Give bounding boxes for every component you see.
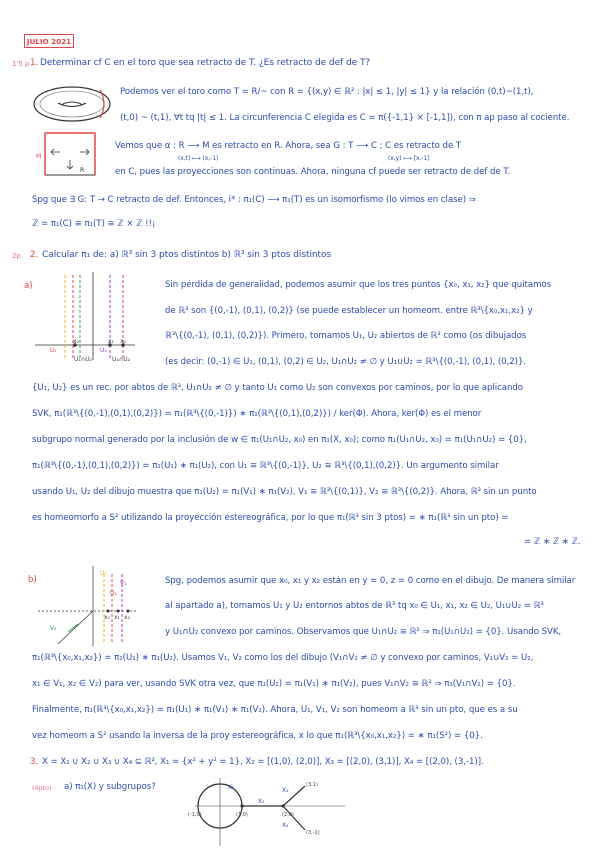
q2a-line-1: Sin pérdida de generalidad, podemos asumir que los tres puntos {x₀, x₁, x₂} que quitamos <box>165 280 552 290</box>
q2a-line-8: π₁(ℝ³\{(0,-1),(0,1),(0,2)}) = π₁(U₁) ∗ π₁(U₂), con U₁ ≅ ℝ³\{(0,-1)}, U₂ ≅ ℝ³\{(0,1),(0,2)}. Un argumento similar <box>32 461 499 471</box>
q2-part-b: b) <box>28 575 37 585</box>
q2b-line-4: π₁(ℝ³\{x₀,x₁,x₂}) = π₁(U₁) ∗ π₁(U₂). Usamos V₁, V₂ como los del dibujo (V₁∩V₂ ≠ ∅ y convexo por caminos, V₁∪V₂ = U₂, <box>32 653 534 663</box>
fig3-x3: X₃ <box>282 787 289 794</box>
fig-a-u1: U₁ <box>50 347 57 354</box>
q1-sub-right: (x,y) ⟼ [x,-1] <box>388 155 430 162</box>
q1-line-4: en C, pues las proyecciones son continuas. Ahora, ninguna cf puede ser retracto de def de T. <box>115 167 511 177</box>
q3-statement: X = X₁ ∪ X₂ ∪ X₃ ∪ X₄ ⊆ ℝ², X₁ = {x² + y² = 1}, X₂ = [(1,0), (2,0)], X₃ = [(2,0), (3,1)], X₄ = [(2,0), (3,-1)]. <box>42 757 484 767</box>
q1-line-1: Podemos ver el toro como T = R/~ con R = {(x,y) ∈ ℝ² : |x| ≤ 1, |y| ≤ 1} y la relación (0,t)~(1,t), <box>120 87 534 97</box>
q2-title: Calcular π₁ de: a) ℝ³ sin 3 ptos distintos b) ℝ³ sin 3 ptos distintos <box>42 250 332 260</box>
label-r: R <box>80 167 85 174</box>
fig3-pt-31: (3,1) <box>306 782 318 788</box>
fig-b-u1: U₁ <box>100 570 107 577</box>
q1-title: Determinar cf C en el toro que sea retracto de T. ¿Es retracto de def de T? <box>40 58 371 68</box>
fig-b-v1: V₁ <box>120 580 127 587</box>
q2a-line-6: SVK, π₁(ℝ³\{(0,-1),(0,1),(0,2)}) = π₁(ℝ³\{(0,-1)}) ∗ π₁(ℝ³\{(0,1),(0,2)}) / ker(Φ). Ahora, ker(Φ) es el menor <box>32 409 482 419</box>
q2a-line-9: usando U₁, U₂ del dibujo muestra que π₁(U₂) = π₁(V₁) ∗ π₁(V₂), V₁ ≅ ℝ³\{(0,1)}, V₂ ≅ ℝ³\{(0,2)}. Ahora, ℝ³ sin un punto <box>32 487 537 497</box>
fig3-x1: X₁ <box>228 784 235 791</box>
q2b-line-7: vez homeom a S² usando la inversa de la proy estereográfica, x lo que π₁(ℝ³\{x₀,x₁,x₂}) = ∗ π₁(S²) = {0}. <box>32 731 483 741</box>
fig3-x4: X₄ <box>282 822 289 829</box>
q2a-line-7: subgrupo normal generado por la inclusión de w ∈ π₁(U₁∩U₂, x₀) en π₁(X, x₀); como π₁(U₁∩U₂, x₀) = π₁(U₁∩U₂) = {0}, <box>32 435 527 445</box>
q2a-line-4: (es decir: (0,-1) ∈ U₁, (0,1), (0,2) ∈ U₂, U₁∩U₂ ≠ ∅ y U₁∪U₂ = ℝ³\{(0,-1), (0,1), (0,2)}. <box>165 357 527 367</box>
label-m: M <box>36 153 42 160</box>
fig-b-v2: V₂ <box>50 625 57 632</box>
q2a-line-3: ℝ³\{(0,-1), (0,1), (0,2)}). Primero, tomamos U₁, U₂ abiertos de ℝ³ como (os dibujados <box>165 331 527 341</box>
q3-sub-points: (4pto) <box>32 784 52 792</box>
fig-b-x2: x₂ <box>124 614 130 621</box>
fig3-pt-neg1: (-1,0) <box>188 812 202 818</box>
fig3-x2: X₂ <box>258 798 265 805</box>
q2b-line-3: y U₁∩U₂ convexo por caminos. Observamos que U₁∩U₂ ≅ ℝ² ⇒ π₁(U₁∩U₂) = {0}. Usando SVK, <box>165 627 562 637</box>
figure-3 <box>195 778 345 848</box>
fig-a-int2: U₁∩U₂ <box>112 356 130 363</box>
q1-number: 1. <box>30 58 39 68</box>
fig-b-u2: U₂ <box>110 590 117 597</box>
fig3-pt-3neg1: (3,-1) <box>306 830 320 836</box>
q2b-line-5: x₁ ∈ V₁, x₂ ∈ V₂) para ver, usando SVK otra vez, que π₁(U₂) = π₁(V₁) ∗ π₁(V₂), pues V₁∩V₂ ≅ ℝ² ⇒ π₁(V₁∩V₂) = {0}. <box>32 679 516 689</box>
q2a-line-11: = ℤ ∗ ℤ ∗ ℤ. <box>524 537 581 547</box>
figure-b <box>38 566 138 651</box>
fig3-pt-1: (1,0) <box>236 812 248 818</box>
square-figure <box>40 130 100 180</box>
date-tag: JULIO 2021 <box>24 34 74 48</box>
fig-a-int1: U₁∩U₂ <box>74 356 92 363</box>
fig-a-x2: x₂ <box>120 338 126 345</box>
q2b-line-6: Finalmente, π₁(ℝ³\{x₀,x₁,x₂}) = π₁(U₁) ∗ π₁(V₁) ∗ π₁(V₂). Ahora, U₁, V₁, V₂ son homeom a ℝ³ sin un pto, que es a su <box>32 705 518 715</box>
q1-sub-left: (x,t) ⟼ (x,-1) <box>178 155 219 162</box>
q1-line-2: (t,0) ~ (t,1), ∀t tq |t| ≤ 1. La circunferencia C elegida es C = π({-1,1} × [-1,1]), con π ap paso al cociente. <box>120 113 570 123</box>
q2b-line-2: al apartado a), tomamos U₁ y U₂ entornos abtos de ℝ³ tq x₀ ∈ U₁, x₁, x₂ ∈ U₂, U₁∪U₂ = ℝ³ <box>165 601 544 611</box>
q1-line-5: Spg que ∃ G: T → C retracto de def. Entonces, i* : π₁(C) ⟶ π₁(T) es un isomorfismo (lo vimos en clase) ⇒ <box>32 195 476 205</box>
q3-sub-title: a) π₁(X) y subgrupos? <box>64 782 156 792</box>
q2b-line-1: Spg, podemos asumir que x₀, x₁ y x₂ están en y = 0, z = 0 como en el dibujo. De manera similar <box>165 576 576 586</box>
torus-figure <box>30 80 120 130</box>
q2a-line-2: de ℝ³ son {(0,-1), (0,1), (0,2)} (se puede establecer un homeom. entre ℝ³\{x₀,x₁,x₂} y <box>165 306 533 316</box>
q2-part-a: a) <box>24 281 33 291</box>
q2a-line-5: {U₁, U₂} es un rec. por abtos de ℝ³, U₁∩U₂ ≠ ∅ y tanto U₁ como U₂ son convexos por caminos, por lo que aplicando <box>32 383 523 393</box>
figure-a <box>35 270 135 370</box>
fig-a-x1: x₁ <box>108 338 114 345</box>
fig-a-x0: x₀ <box>73 338 79 345</box>
q1-points: 1'5 p <box>12 60 30 68</box>
q2-points: 2p <box>12 252 21 260</box>
fig-b-x1: x₁ <box>114 614 120 621</box>
q3-number: 3. <box>30 757 39 767</box>
fig-b-x0: x₀ <box>104 614 110 621</box>
q2-number: 2. <box>30 250 39 260</box>
fig3-pt-2: (2,0) <box>282 812 294 818</box>
fig-a-u2: U₂ <box>100 347 107 354</box>
q2a-line-10: es homeomorfo a S² utilizando la proyección estereográfica, por lo que π₁(ℝ³ sin 3 ptos) = ∗ π₁(ℝ³ sin un pto) = <box>32 513 509 523</box>
q1-line-3: Vemos que α : R ⟶ M es retracto en R. Ahora, sea G : T ⟶ C ; C es retracto de T <box>115 141 462 151</box>
q1-line-6: ℤ = π₁(C) ≅ π₁(T) ≅ ℤ × ℤ !!¡ <box>32 219 156 229</box>
